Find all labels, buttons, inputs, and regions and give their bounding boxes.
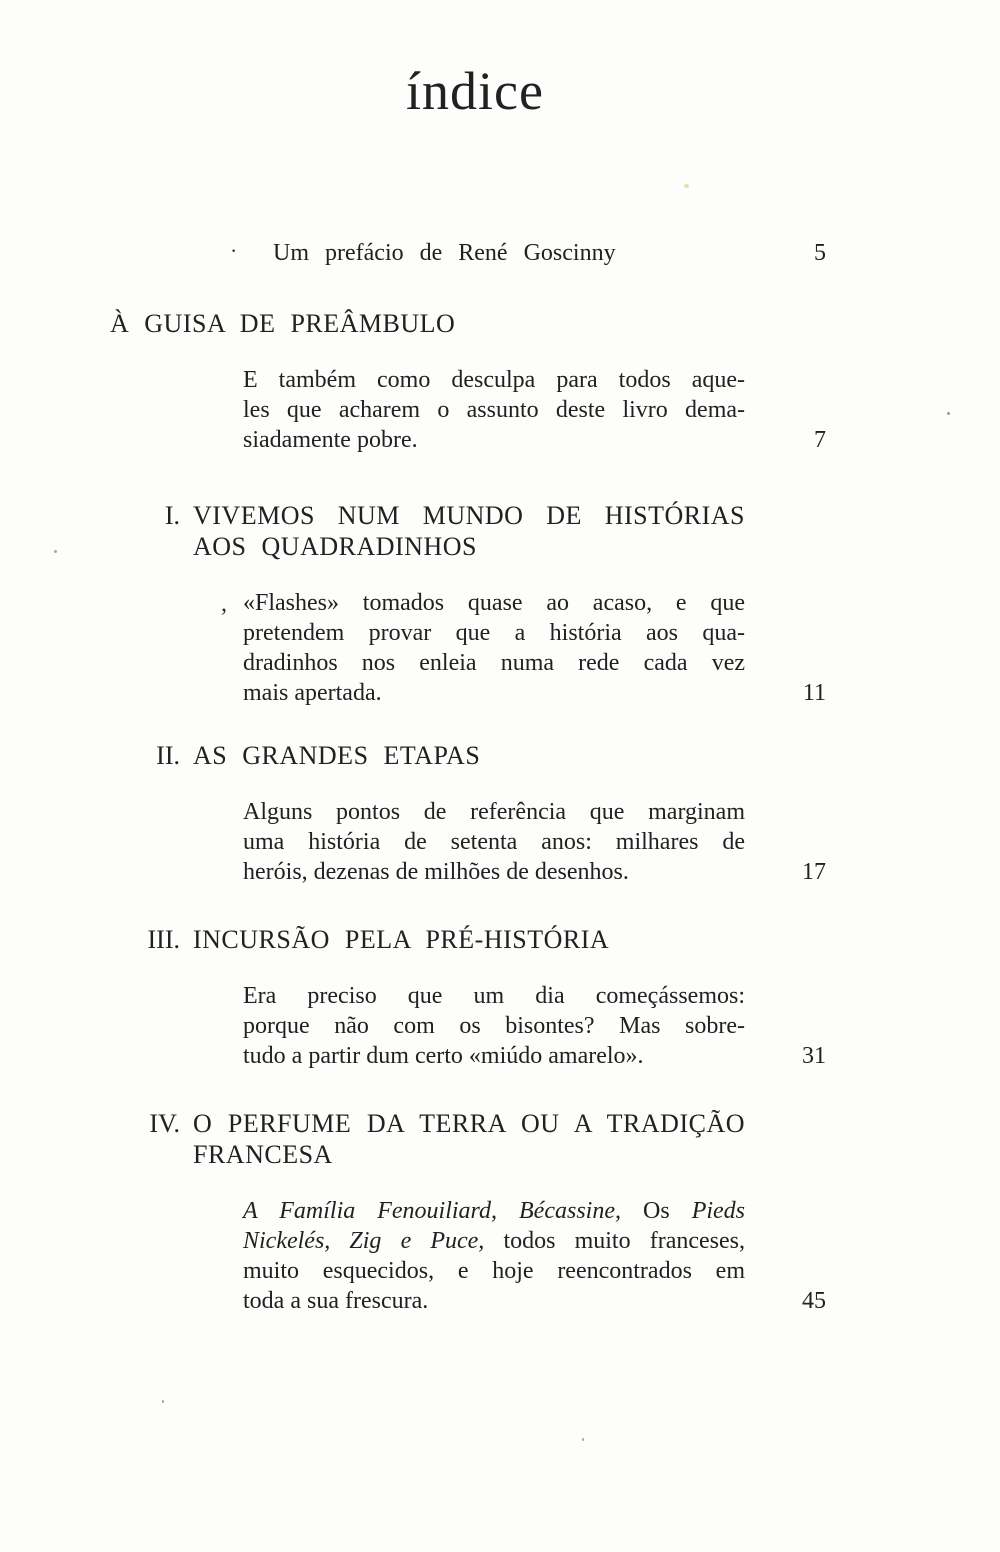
description-text: toda a sua frescura. [243, 1288, 429, 1314]
description-text: Os [620, 1198, 692, 1224]
entry-description [243, 981, 745, 1071]
description-line [243, 857, 745, 887]
entry-numeral: III. [147, 925, 180, 954]
entry-heading [193, 1108, 745, 1170]
description-text: Era preciso que um dia começássemos: [243, 983, 745, 1009]
description-text: todos muito franceses, [484, 1228, 745, 1254]
entry-description [243, 365, 745, 455]
heading-line: FRANCESA [193, 1140, 333, 1169]
heading-line: VIVEMOS NUM MUNDO DE HISTÓRIAS [193, 501, 745, 530]
description-text: E também como desculpa para todos aque- [243, 367, 745, 393]
page-number: 45 [802, 1288, 826, 1314]
description-text: tudo a partir dum certo «miúdo amarelo». [243, 1043, 644, 1069]
description-text: mais apertada. [243, 680, 382, 706]
description-line [243, 425, 745, 455]
description-text: pretendem provar que a história aos qua- [243, 620, 745, 646]
heading-line: AS GRANDES ETAPAS [193, 741, 481, 770]
page-number: 11 [802, 680, 826, 706]
description-line [243, 1041, 745, 1071]
entry-heading [193, 924, 745, 955]
scan-speck [947, 412, 950, 415]
description-text: heróis, dezenas de milhões de desenhos. [243, 859, 629, 885]
italic-title-text: Nickelés, Zig e Puce, [243, 1228, 485, 1254]
description-text: siadamente pobre. [243, 427, 418, 453]
italic-title-text: A Família Fenouiliard, Bécassine, [243, 1198, 621, 1224]
page-number: 31 [802, 1043, 826, 1069]
heading-line: O PERFUME DA TERRA OU A TRADIÇÃO [193, 1109, 745, 1138]
description-line [243, 1226, 745, 1256]
description-line [243, 395, 745, 425]
page-number: 17 [802, 859, 826, 885]
entry-numeral: IV. [149, 1109, 180, 1138]
entry-heading [110, 308, 745, 339]
preface-text: Um prefácio de René Goscinny [273, 240, 616, 266]
entry-heading [193, 740, 745, 771]
heading-line: AOS QUADRADINHOS [193, 532, 477, 561]
entry-description [243, 797, 745, 887]
description-line [243, 981, 745, 1011]
description-line [243, 1286, 745, 1316]
toc-entry [110, 740, 830, 887]
description-text: «Flashes» tomados quase ao acaso, e que [243, 590, 745, 616]
heading-line: À GUISA DE PREÂMBULO [110, 309, 456, 338]
entry-numeral: II. [156, 741, 180, 770]
description-text: les que acharem o assunto deste livro dema- [243, 397, 745, 423]
description-line [243, 1196, 745, 1226]
description-line [243, 827, 745, 857]
description-text: uma história de setenta anos: milhares de [243, 829, 745, 855]
description-line [243, 1256, 745, 1286]
page-number: 7 [814, 427, 826, 453]
page-number: 5 [814, 240, 826, 266]
description-line [243, 588, 745, 618]
entry-description [221, 588, 745, 708]
lead-dot-mark: · [230, 238, 238, 263]
description-line [243, 1011, 745, 1041]
entry-heading [193, 500, 745, 562]
description-line [243, 365, 745, 395]
description-text: Alguns pontos de referência que marginam [243, 799, 745, 825]
entry-numeral: I. [164, 501, 180, 530]
description-line [243, 797, 745, 827]
scan-speck [54, 550, 57, 553]
heading-line: INCURSÃO PELA PRÉ-HISTÓRIA [193, 925, 610, 954]
scan-speck [582, 1438, 584, 1441]
description-text: porque não com os bisontes? Mas sobre- [243, 1013, 745, 1039]
lead-comma-mark: , [221, 591, 227, 617]
preface-row [110, 238, 830, 270]
toc-entry [110, 308, 830, 455]
entry-description [243, 1196, 745, 1316]
scan-speck [684, 184, 689, 188]
toc-entry [110, 500, 830, 708]
description-line [243, 678, 745, 708]
scan-speck [162, 1400, 164, 1403]
description-text: muito esquecidos, e hoje reencontrados em [243, 1258, 745, 1284]
toc-entry [110, 924, 830, 1071]
description-line [243, 648, 745, 678]
page-title: índice [406, 61, 544, 121]
toc-entry [110, 1108, 830, 1316]
description-line [243, 618, 745, 648]
description-text: dradinhos nos enleia numa rede cada vez [243, 650, 745, 676]
italic-title-text: Pieds [691, 1198, 746, 1224]
